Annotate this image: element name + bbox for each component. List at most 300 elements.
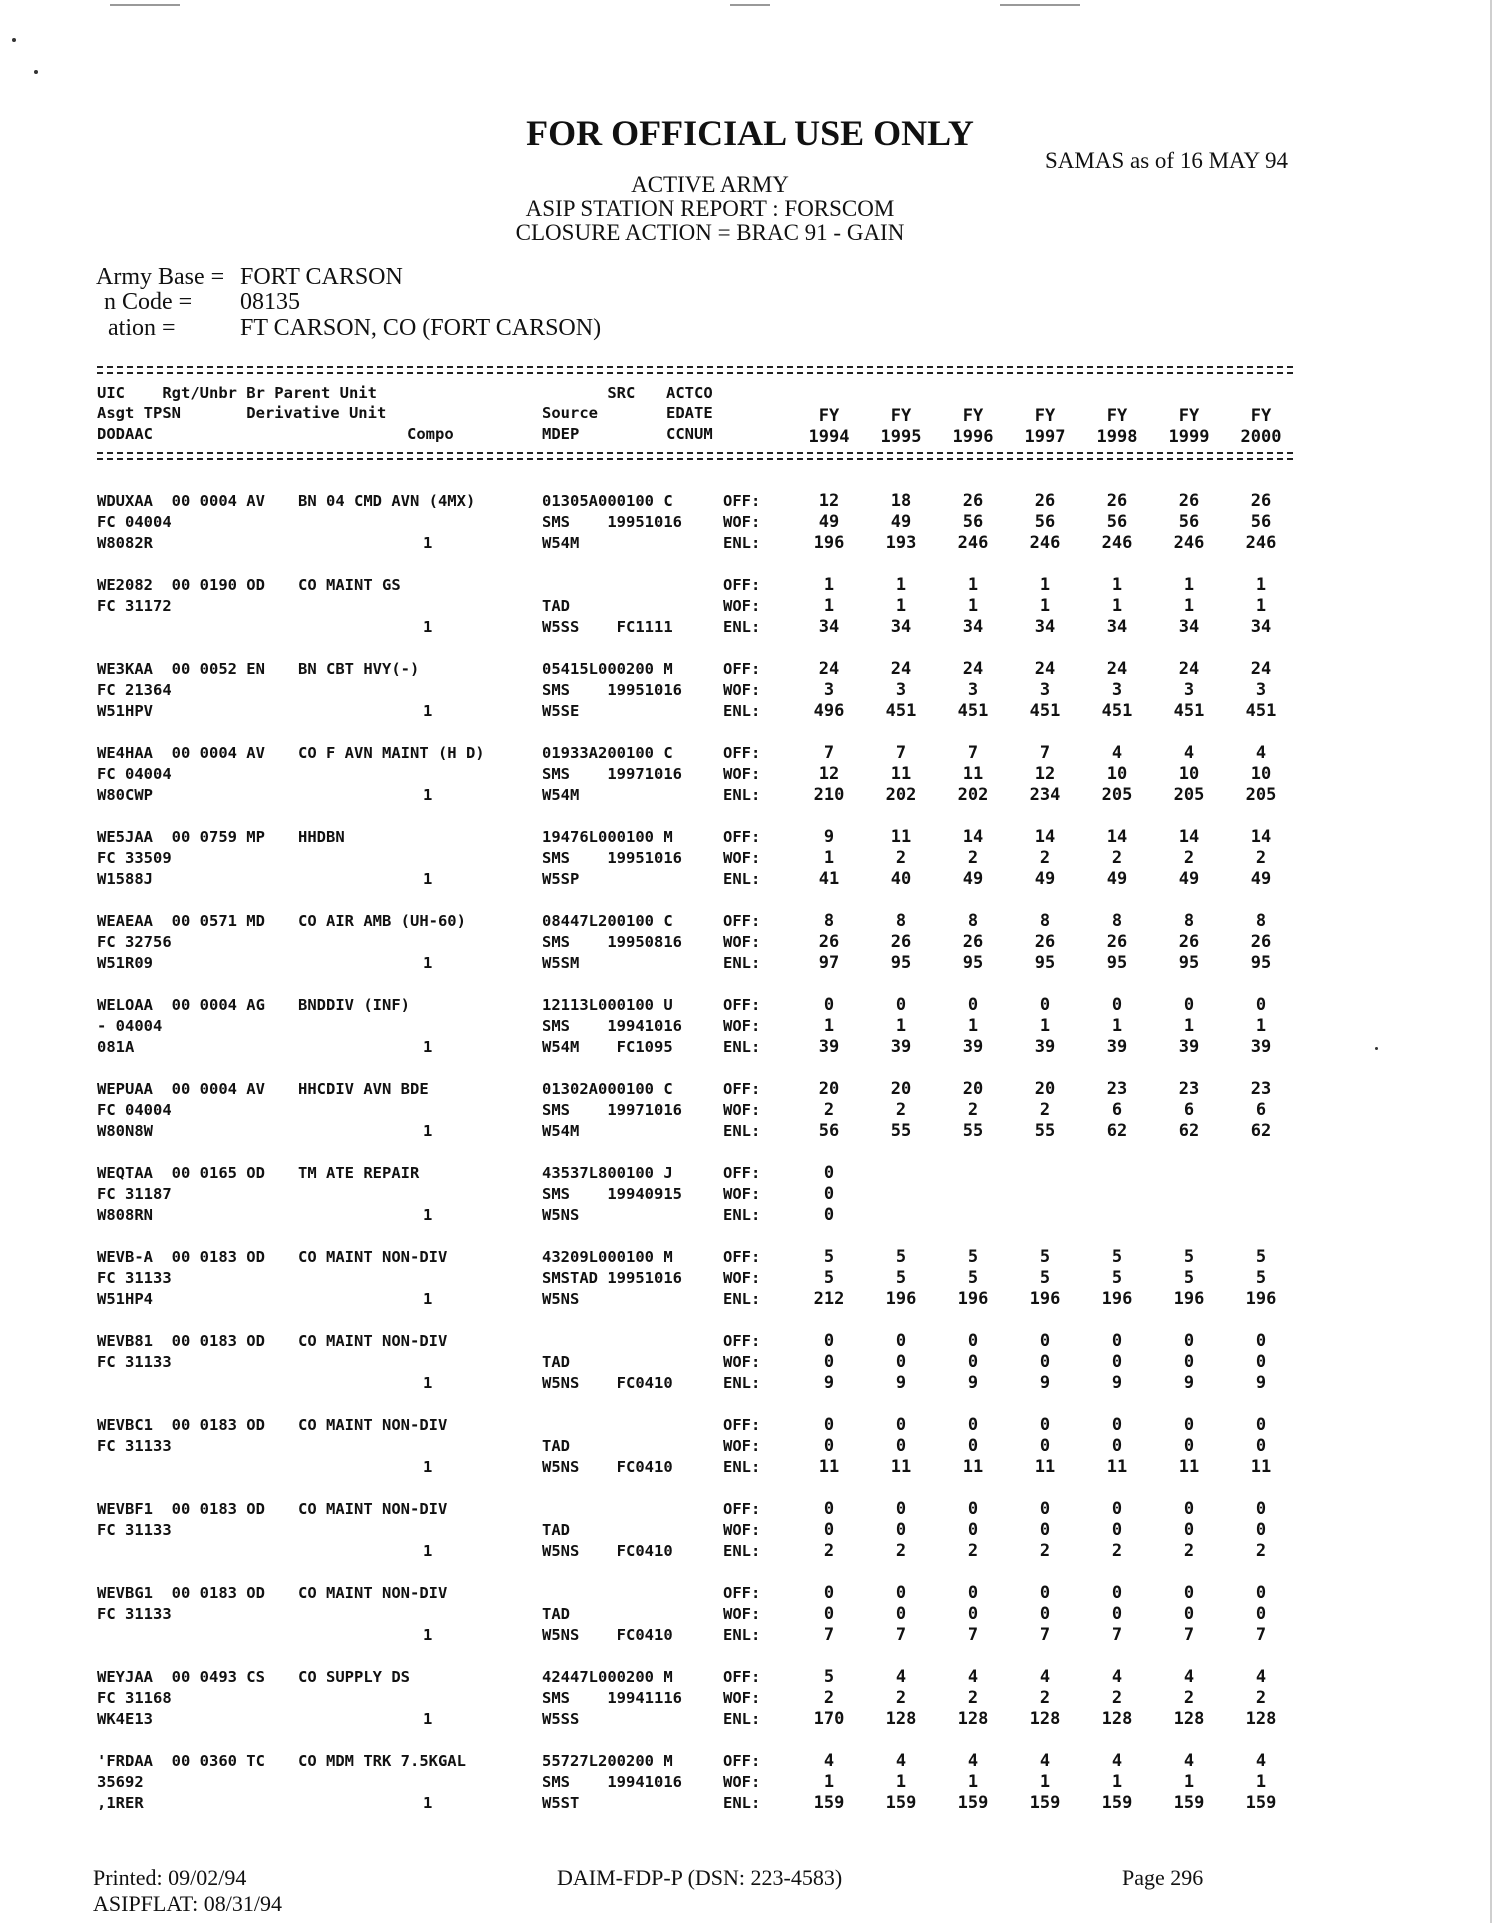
record-off-value: 1 [895,575,907,595]
header-rule-top [97,366,1293,374]
scan-speck [12,38,16,42]
record-off-value: 5 [967,1247,979,1267]
record-enl-value: 11 [962,1457,984,1477]
record-enl-value: 246 [957,533,989,553]
record-enl-value: 95 [1178,953,1200,973]
record-wof-value: 2 [823,1100,835,1120]
record-enl-value: 196 [885,1289,917,1309]
record-enl-value: 451 [885,701,917,721]
record-compo: 1 [423,1626,433,1644]
record-source-edate: SMSTAD 19951016 [542,1269,682,1287]
record-wof-value: 0 [1255,1352,1267,1372]
record-uic: WE5JAA 00 0759 MP [97,828,265,846]
record-dodaac: WK4E13 [97,1710,153,1728]
record-row-label: OFF: [723,1668,761,1686]
fy-header-year: 2000 [1240,427,1282,447]
fy-header-label: FY [1034,406,1056,426]
record-wof-value: 0 [823,1184,835,1204]
record-enl-value: 95 [890,953,912,973]
record-enl-value: 128 [1173,1709,1205,1729]
record-off-value: 4 [1255,743,1267,763]
record-enl-value: 11 [818,1457,840,1477]
record-wof-value: 5 [967,1268,979,1288]
location-value: FT CARSON, CO (FORT CARSON) [240,315,602,341]
record-tpsn: FC 31133 [97,1605,172,1623]
record-row-label: OFF: [723,1752,761,1770]
record-enl-value: 9 [1183,1373,1195,1393]
record-enl-value: 2 [823,1541,835,1561]
col-header-actco: ACTCO [666,384,713,402]
record-off-value: 0 [1039,995,1051,1015]
record-off-value: 0 [1111,1331,1123,1351]
record-off-value: 7 [823,743,835,763]
record-off-value: 9 [823,827,835,847]
record-row-label: OFF: [723,660,761,678]
record-wof-value: 5 [823,1268,835,1288]
record-enl-value: 128 [885,1709,917,1729]
report-subtitle-1: ACTIVE ARMY [631,172,789,197]
record-source-edate: SMS 19951016 [542,849,682,867]
record-off-value: 0 [823,1583,835,1603]
record-enl-value: 159 [1029,1793,1061,1813]
record-wof-value: 3 [823,680,835,700]
record-source-edate: SMS 19971016 [542,1101,682,1119]
record-enl-value: 205 [1173,785,1205,805]
record-source-edate: SMS 19941016 [542,1773,682,1791]
code-value: 08135 [240,289,300,315]
record-tpsn: FC 31172 [97,597,172,615]
record-wof-value: 0 [1255,1436,1267,1456]
record-src: 43209L000100 M [542,1248,673,1266]
record-uic: WEVBF1 00 0183 OD [97,1500,265,1518]
scan-mark [730,4,770,6]
record-tpsn: FC 21364 [97,681,172,699]
record-unit-name: CO MDM TRK 7.5KGAL [298,1752,466,1770]
record-off-value: 0 [967,1415,979,1435]
record-unit-name: CO MAINT NON-DIV [298,1332,448,1350]
record-enl-value: 128 [1245,1709,1277,1729]
scan-speck [34,70,38,74]
record-enl-value: 34 [962,617,984,637]
record-wof-value: 2 [1111,848,1123,868]
record-off-value: 24 [1034,659,1056,679]
record-enl-value: 159 [1245,1793,1277,1813]
record-wof-value: 0 [967,1352,979,1372]
record-mdep-ccnum: W5NS FC0410 [542,1374,673,1392]
record-enl-value: 9 [1255,1373,1267,1393]
col-header-dodaac: DODAAC [97,425,153,443]
record-wof-value: 2 [1111,1688,1123,1708]
record-off-value: 8 [1183,911,1195,931]
record-mdep-ccnum: W54M [542,534,580,552]
record-wof-value: 1 [1255,1016,1267,1036]
record-enl-value: 7 [1255,1625,1267,1645]
record-wof-value: 3 [1111,680,1123,700]
record-off-value: 0 [967,995,979,1015]
record-dodaac: W51HP4 [97,1290,153,1308]
record-wof-value: 26 [818,932,840,952]
record-off-value: 14 [1178,827,1200,847]
record-enl-value: 159 [885,1793,917,1813]
record-wof-value: 0 [895,1436,907,1456]
record-tpsn: FC 32756 [97,933,172,951]
record-enl-value: 451 [1245,701,1277,721]
col-header-ccnum: CCNUM [666,425,713,443]
record-enl-value: 128 [1029,1709,1061,1729]
record-row-label: WOF: [723,765,761,783]
record-src: 05415L000200 M [542,660,673,678]
fy-header-year: 1997 [1024,427,1066,447]
record-wof-value: 2 [967,1688,979,1708]
record-wof-value: 0 [1039,1352,1051,1372]
record-source-edate: TAD [542,1521,570,1539]
record-off-value: 0 [823,1331,835,1351]
record-src: 42447L000200 M [542,1668,673,1686]
record-row-label: ENL: [723,870,761,888]
record-row-label: WOF: [723,1101,761,1119]
record-enl-value: 128 [957,1709,989,1729]
record-row-label: OFF: [723,1584,761,1602]
record-unit-name: CO MAINT GS [298,576,401,594]
fy-header-year: 1995 [880,427,922,447]
record-off-value: 24 [818,659,840,679]
record-enl-value: 2 [895,1541,907,1561]
record-enl-value: 11 [1250,1457,1272,1477]
record-dodaac: W80N8W [97,1122,153,1140]
record-off-value: 0 [967,1583,979,1603]
record-row-label: WOF: [723,1437,761,1455]
record-off-value: 0 [1255,1499,1267,1519]
record-wof-value: 2 [1255,1688,1267,1708]
record-src: 55727L200200 M [542,1752,673,1770]
record-enl-value: 40 [890,869,912,889]
fy-header-label: FY [1250,406,1272,426]
record-off-value: 14 [962,827,984,847]
record-off-value: 0 [895,995,907,1015]
record-row-label: ENL: [723,702,761,720]
record-wof-value: 12 [818,764,840,784]
scan-mark [110,4,180,6]
record-mdep-ccnum: W5NS [542,1290,580,1308]
record-off-value: 7 [967,743,979,763]
record-off-value: 14 [1106,827,1128,847]
record-wof-value: 26 [1178,932,1200,952]
record-wof-value: 0 [1039,1604,1051,1624]
record-enl-value: 55 [962,1121,984,1141]
record-wof-value: 49 [890,512,912,532]
record-off-value: 4 [895,1667,907,1687]
record-off-value: 0 [823,995,835,1015]
record-wof-value: 0 [1183,1436,1195,1456]
record-uic: WEVBG1 00 0183 OD [97,1584,265,1602]
record-tpsn: FC 31133 [97,1353,172,1371]
record-wof-value: 1 [1183,596,1195,616]
record-wof-value: 26 [1106,932,1128,952]
record-enl-value: 128 [1101,1709,1133,1729]
record-wof-value: 10 [1106,764,1128,784]
record-off-value: 4 [967,1667,979,1687]
record-off-value: 8 [967,911,979,931]
record-wof-value: 26 [1034,932,1056,952]
record-enl-value: 496 [813,701,845,721]
record-row-label: ENL: [723,786,761,804]
record-wof-value: 0 [967,1520,979,1540]
record-enl-value: 7 [1111,1625,1123,1645]
record-wof-value: 26 [962,932,984,952]
record-enl-value: 196 [957,1289,989,1309]
record-wof-value: 0 [967,1436,979,1456]
record-enl-value: 7 [1183,1625,1195,1645]
record-wof-value: 1 [1255,596,1267,616]
record-off-value: 0 [1111,1583,1123,1603]
record-wof-value: 0 [1111,1604,1123,1624]
record-row-label: WOF: [723,513,761,531]
record-tpsn: FC 04004 [97,1101,172,1119]
record-enl-value: 34 [1106,617,1128,637]
army-base-label: Army Base = [96,264,225,290]
record-wof-value: 1 [823,848,835,868]
record-mdep-ccnum: W5SP [542,870,580,888]
record-row-label: WOF: [723,1353,761,1371]
record-off-value: 0 [1255,995,1267,1015]
record-enl-value: 159 [813,1793,845,1813]
record-wof-value: 56 [1178,512,1200,532]
record-compo: 1 [423,1290,433,1308]
record-wof-value: 0 [1111,1352,1123,1372]
record-mdep-ccnum: W5SM [542,954,580,972]
record-enl-value: 49 [1106,869,1128,889]
record-row-label: WOF: [723,1269,761,1287]
record-wof-value: 56 [1106,512,1128,532]
report-subtitle-2: ASIP STATION REPORT : FORSCOM [525,196,895,221]
record-off-value: 8 [1111,911,1123,931]
record-off-value: 7 [1039,743,1051,763]
record-enl-value: 39 [818,1037,840,1057]
record-off-value: 20 [962,1079,984,1099]
record-row-label: OFF: [723,1332,761,1350]
record-off-value: 24 [962,659,984,679]
record-wof-value: 1 [1183,1016,1195,1036]
record-row-label: WOF: [723,1521,761,1539]
record-off-value: 18 [890,491,912,511]
record-dodaac: W80CWP [97,786,153,804]
record-enl-value: 196 [1173,1289,1205,1309]
record-enl-value: 193 [885,533,917,553]
record-enl-value: 0 [823,1205,835,1225]
record-mdep-ccnum: W5SE [542,702,580,720]
record-wof-value: 2 [1039,848,1051,868]
record-compo: 1 [423,618,433,636]
col-header-tpsn: Asgt TPSN Derivative Unit [97,404,387,422]
record-enl-value: 451 [1029,701,1061,721]
col-header-mdep: MDEP [542,425,580,443]
record-off-value: 24 [1106,659,1128,679]
record-wof-value: 5 [1183,1268,1195,1288]
record-mdep-ccnum: W54M [542,786,580,804]
record-off-value: 4 [1255,1667,1267,1687]
record-compo: 1 [423,1710,433,1728]
record-wof-value: 0 [823,1436,835,1456]
record-mdep-ccnum: W5NS FC0410 [542,1626,673,1644]
record-off-value: 11 [890,827,912,847]
record-off-value: 0 [1255,1415,1267,1435]
record-wof-value: 10 [1250,764,1272,784]
record-off-value: 0 [823,1415,835,1435]
col-header-src: SRC [542,384,636,402]
record-off-value: 0 [1183,1499,1195,1519]
record-row-label: ENL: [723,1794,761,1812]
record-source-edate: SMS 19950816 [542,933,682,951]
record-uic: 'FRDAA 00 0360 TC [97,1752,265,1770]
record-dodaac: W51R09 [97,954,153,972]
fy-header-label: FY [818,406,840,426]
record-wof-value: 1 [823,1772,835,1792]
record-dodaac: 081A [97,1038,135,1056]
record-row-label: ENL: [723,1542,761,1560]
record-uic: WEVB-A 00 0183 OD [97,1248,265,1266]
record-off-value: 8 [1255,911,1267,931]
record-wof-value: 1 [1039,596,1051,616]
record-off-value: 26 [1034,491,1056,511]
record-wof-value: 1 [967,596,979,616]
record-off-value: 8 [895,911,907,931]
record-dodaac: ,1RER [97,1794,144,1812]
record-off-value: 4 [823,1751,835,1771]
fy-header-year: 1996 [952,427,994,447]
record-wof-value: 0 [1039,1520,1051,1540]
record-off-value: 1 [823,575,835,595]
record-wof-value: 1 [967,1772,979,1792]
record-source-edate: SMS 19951016 [542,513,682,531]
record-off-value: 4 [1183,1667,1195,1687]
record-compo: 1 [423,870,433,888]
record-tpsn: FC 31187 [97,1185,172,1203]
record-wof-value: 1 [823,596,835,616]
fy-header-year: 1994 [808,427,850,447]
record-uic: WEVBC1 00 0183 OD [97,1416,265,1434]
record-uic: WDUXAA 00 0004 AV [97,492,265,510]
record-row-label: WOF: [723,849,761,867]
record-mdep-ccnum: W5NS [542,1206,580,1224]
record-unit-name: CO MAINT NON-DIV [298,1248,448,1266]
record-off-value: 26 [1250,491,1272,511]
record-wof-value: 1 [823,1016,835,1036]
record-off-value: 0 [1039,1583,1051,1603]
record-uic: WELOAA 00 0004 AG [97,996,265,1014]
record-wof-value: 3 [895,680,907,700]
record-off-value: 8 [1039,911,1051,931]
record-row-label: ENL: [723,1374,761,1392]
record-enl-value: 9 [1111,1373,1123,1393]
record-row-label: ENL: [723,1038,761,1056]
fy-header-year: 1999 [1168,427,1210,447]
record-wof-value: 1 [967,1016,979,1036]
record-off-value: 5 [823,1247,835,1267]
record-uic: WEQTAA 00 0165 OD [97,1164,265,1182]
record-mdep-ccnum: W5NS FC0410 [542,1542,673,1560]
record-wof-value: 10 [1178,764,1200,784]
record-off-value: 1 [1255,575,1267,595]
record-wof-value: 5 [895,1268,907,1288]
record-compo: 1 [423,1794,433,1812]
record-off-value: 20 [890,1079,912,1099]
record-uic: WEYJAA 00 0493 CS [97,1668,265,1686]
record-off-value: 26 [1178,491,1200,511]
record-enl-value: 246 [1101,533,1133,553]
samas-date: SAMAS as of 16 MAY 94 [1045,148,1289,173]
record-enl-value: 11 [890,1457,912,1477]
record-off-value: 8 [823,911,835,931]
record-wof-value: 26 [1250,932,1272,952]
page-number: Page 296 [1122,1865,1204,1890]
record-enl-value: 9 [895,1373,907,1393]
fy-header-label: FY [962,406,984,426]
record-enl-value: 2 [1111,1541,1123,1561]
record-enl-value: 11 [1106,1457,1128,1477]
record-compo: 1 [423,1206,433,1224]
record-unit-name: BN 04 CMD AVN (4MX) [298,492,476,510]
record-off-value: 0 [1183,995,1195,1015]
record-unit-name: BN CBT HVY(-) [298,660,420,678]
record-off-value: 23 [1250,1079,1272,1099]
record-wof-value: 0 [1183,1604,1195,1624]
record-wof-value: 2 [1039,1100,1051,1120]
record-off-value: 24 [890,659,912,679]
record-tpsn: FC 04004 [97,513,172,531]
record-enl-value: 196 [1029,1289,1061,1309]
record-mdep-ccnum: W54M FC1095 [542,1038,673,1056]
record-tpsn: FC 04004 [97,765,172,783]
record-enl-value: 39 [1106,1037,1128,1057]
record-enl-value: 7 [823,1625,835,1645]
record-off-value: 0 [1255,1331,1267,1351]
record-source-edate: SMS 19941116 [542,1689,682,1707]
record-enl-value: 39 [962,1037,984,1057]
record-compo: 1 [423,1542,433,1560]
record-tpsn: FC 31133 [97,1521,172,1539]
record-wof-value: 6 [1255,1100,1267,1120]
record-src: 08447L200100 C [542,912,673,930]
record-wof-value: 1 [895,1016,907,1036]
record-row-label: ENL: [723,1710,761,1728]
record-dodaac: W8082R [97,534,153,552]
record-enl-value: 34 [1178,617,1200,637]
record-tpsn: FC 31133 [97,1269,172,1287]
record-unit-name: TM ATE REPAIR [298,1164,420,1182]
record-src: 01933A200100 C [542,744,673,762]
record-row-label: OFF: [723,1416,761,1434]
record-row-label: WOF: [723,1689,761,1707]
record-enl-value: 2 [967,1541,979,1561]
record-wof-value: 3 [967,680,979,700]
record-compo: 1 [423,954,433,972]
record-uic: WE3KAA 00 0052 EN [97,660,265,678]
record-row-label: WOF: [723,1017,761,1035]
record-enl-value: 95 [1106,953,1128,973]
record-compo: 1 [423,1458,433,1476]
record-tpsn: FC 31133 [97,1437,172,1455]
record-row-label: ENL: [723,1290,761,1308]
record-src: 01305A000100 C [542,492,673,510]
record-enl-value: 39 [1034,1037,1056,1057]
record-src: 12113L000100 U [542,996,673,1014]
page-edge [1490,0,1492,1923]
record-wof-value: 56 [1034,512,1056,532]
record-wof-value: 1 [1111,596,1123,616]
record-uic: WEPUAA 00 0004 AV [97,1080,265,1098]
record-enl-value: 11 [1034,1457,1056,1477]
record-enl-value: 205 [1101,785,1133,805]
